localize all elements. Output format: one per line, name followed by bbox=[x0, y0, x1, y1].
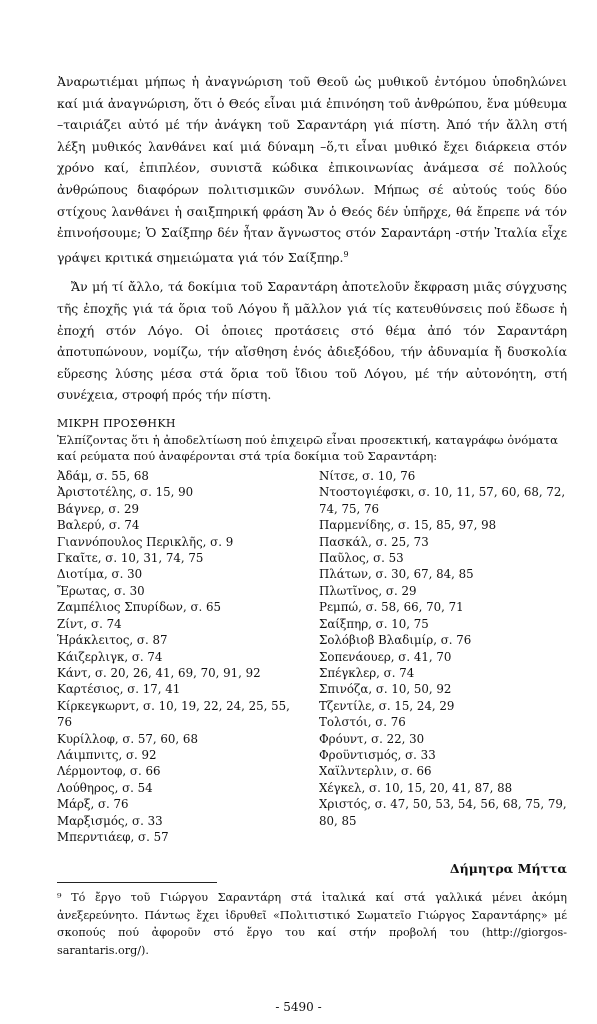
index-entry: Βάγνερ, σ. 29 bbox=[57, 501, 139, 516]
index-entry: Πασκάλ, σ. 25, 73 bbox=[319, 534, 429, 549]
index-columns bbox=[57, 468, 567, 845]
index-entry: Μπερντιάεφ, σ. 57 bbox=[57, 829, 169, 844]
index-entry: Τολστόι, σ. 76 bbox=[319, 715, 406, 730]
index-entry: Χέγκελ, σ. 10, 15, 20, 41, 87, 88 bbox=[319, 780, 513, 795]
index-entry: Ζαμπέλιος Σπυρίδων, σ. 65 bbox=[57, 600, 222, 615]
index-entry: Σαίξπηρ, σ. 10, 75 bbox=[319, 616, 429, 631]
index-entry: Πλωτῖνος, σ. 29 bbox=[319, 583, 417, 598]
index-entry: Νίτσε, σ. 10, 76 bbox=[319, 469, 416, 484]
index-entry: Τζεντίλε, σ. 15, 24, 29 bbox=[319, 698, 455, 713]
index-entry: Ἡράκλειτος, σ. 87 bbox=[57, 633, 168, 648]
index-entry: Παῦλος, σ. 53 bbox=[319, 551, 404, 566]
footnote-marker: 9 bbox=[343, 249, 349, 259]
paragraph-2: Ἄν μή τί ἄλλο, τά δοκίμια τοῦ Σαραντάρη ἀποτελοῦν ἔκφραση μιᾶς σύγχυσης τῆς ἐποχῆς γιά τά ὅρια τοῦ Λόγου ἤ μᾶλλον γιά τίς κατευθύνσεις πού ἔδωσε ἡ ἐποχή στόν Λόγο. Οἱ ὁποιες προτάσεις στό θέμα ἀπό τόν Σαραντάρη ἀποτυπώνουν, νομίζω, τήν αἴσθηση ἑνός ἀδιεξόδου, τήν ἀδυναμία ἤ δυσκολία εὕρεσης λύσης μέσα στά ὅρια τοῦ ἴδιου τοῦ Λόγου, μέ τήν αὐτονόητη, στή συνέχεια, στροφή πρός τήν πίστη. bbox=[57, 279, 567, 403]
index-entry: Κίρκεγκωρντ, σ. 10, 19, 22, 24, 25, 55, 76 bbox=[57, 698, 290, 730]
index-entry: Γιαννόπουλος Περικλῆς, σ. 9 bbox=[57, 534, 234, 549]
index-entry: Σπινόζα, σ. 10, 50, 92 bbox=[319, 682, 452, 697]
index-entry: Χαϊλντερλιν, σ. 66 bbox=[319, 764, 432, 779]
footnote-divider bbox=[57, 882, 217, 883]
section-intro: Ἐλπίζοντας ὅτι ἡ ἀποδελτίωση πού ἐπιχειρῶ εἶναι προσεκτική, καταγράφω ὀνόματα καί ρεύματα πού ἀναφέρονται στά τρία δοκίμια τοῦ Σαραντάρη: bbox=[57, 433, 558, 464]
section-title: ΜΙΚΡΗ ΠΡΟΣΘΗΚΗ bbox=[57, 417, 176, 431]
index-entry: Σοπενάουερ, σ. 41, 70 bbox=[319, 649, 452, 664]
index-entry: Ρεμπώ, σ. 58, 66, 70, 71 bbox=[319, 600, 464, 615]
index-entry: Κυρίλλοφ, σ. 57, 60, 68 bbox=[57, 731, 198, 746]
author-signature: Δήμητρα Μήττα bbox=[449, 861, 567, 877]
index-entry: Βαλερύ, σ. 74 bbox=[57, 518, 140, 533]
index-entry: Κάντ, σ. 20, 26, 41, 69, 70, 91, 92 bbox=[57, 665, 261, 680]
footnotes bbox=[57, 882, 567, 959]
index-entry: Φροϋντισμός, σ. 33 bbox=[319, 747, 436, 762]
index-entry: Διοτίμα, σ. 30 bbox=[57, 567, 143, 582]
index-entry: Λούθηρος, σ. 54 bbox=[57, 780, 153, 795]
index-entry: Φρόυντ, σ. 22, 30 bbox=[319, 731, 425, 746]
page-body bbox=[57, 71, 567, 876]
index-entry: Σολόβιοβ Βλαδιμίρ, σ. 76 bbox=[319, 633, 472, 648]
index-entry: Χριστός, σ. 47, 50, 53, 54, 56, 68, 75, 79, 80, 85 bbox=[319, 797, 567, 828]
footnote-9: ⁹ Τό ἔργο τοῦ Γιώργου Σαραντάρη στά ἰταλικά καί στά γαλλικά μένει ἀκόμη ἀνεξερεύνητο. Πάντως ἔχει ἱδρυθεῖ «Πολιτιστικό Σωματεῖο Γιώργος Σαραντάρης» μέ σκοπούς πού ἀφοροῦν στό ἔργο του καί στήν προβολή του (http://giorgos-sarantaris.org/). bbox=[57, 891, 567, 957]
index-entry: Ζίντ, σ. 74 bbox=[57, 616, 122, 631]
index-entry: Σπέγκλερ, σ. 74 bbox=[319, 665, 415, 680]
index-entry: Ντοστογιέφσκι, σ. 10, 11, 57, 60, 68, 72, 74, 75, 76 bbox=[319, 485, 566, 516]
page-number: - 5490 - bbox=[275, 1000, 322, 1014]
index-entry: Κάιζερλιγκ, σ. 74 bbox=[57, 649, 163, 664]
index-left-column bbox=[57, 468, 302, 845]
index-entry: Λέρμοντοφ, σ. 66 bbox=[57, 764, 161, 779]
index-entry: Ἀδάμ, σ. 55, 68 bbox=[57, 469, 149, 484]
index-entry: Ἀριστοτέλης, σ. 15, 90 bbox=[57, 485, 194, 500]
index-right-column bbox=[319, 468, 567, 845]
index-entry: Πλάτων, σ. 30, 67, 84, 85 bbox=[319, 567, 474, 582]
index-entry: Ἔρωτας, σ. 30 bbox=[57, 583, 145, 598]
index-entry: Παρμενίδης, σ. 15, 85, 97, 98 bbox=[319, 518, 497, 533]
index-entry: Μαρξισμός, σ. 33 bbox=[57, 813, 163, 828]
paragraph-1: Ἀναρωτιέμαι μήπως ἡ ἀναγνώριση τοῦ Θεοῦ ὡς μυθικοῦ ἐντόμου ὑποδηλώνει καί μιά ἀναγνώριση, ὅτι ὁ Θεός εἶναι μιά ἐπινόηση τοῦ ἀνθρώπου, ἕνα μύθευμα –ταιριάζει αὐτό μέ τήν ἀνάγκη τοῦ Σαραντάρη γιά πίστη. Ἀπό τήν ἄλλη στή λέξη μυθικός λανθάνει καί μιά δύναμη –ὅ,τι εἶναι μυθικό ἔχει διάρκεια στόν χρόνο καί, ἐπιπλέον, συνιστᾶ κώδικα ἐπικοινωνίας ἀνάμεσα σέ πολλούς ἀνθρώπους διαφόρων πολιτισμικῶν συνόλων. Μήπως σέ αὐτούς τούς δύο στίχους λανθάνει ἡ σαιξπηρική φράση Ἄν ὁ Θεός δέν ὑπῆρχε, θά ἔπρεπε νά τόν ἐπινοήσουμε; Ὁ Σαίξπηρ δέν ἦταν ἄγνωστος στόν Σαραντάρη -στήν Ἰταλία εἶχε γράψει κριτικά σημειώματα γιά τόν Σαίξπηρ.$^9$ bbox=[57, 74, 567, 265]
index-entry: Γκαῖτε, σ. 10, 31, 74, 75 bbox=[57, 551, 204, 566]
index-entry: Καρτέσιος, σ. 17, 41 bbox=[57, 682, 181, 697]
index-entry: Λάιμπνιτς, σ. 92 bbox=[57, 747, 157, 762]
index-entry: Μάρξ, σ. 76 bbox=[57, 797, 129, 812]
